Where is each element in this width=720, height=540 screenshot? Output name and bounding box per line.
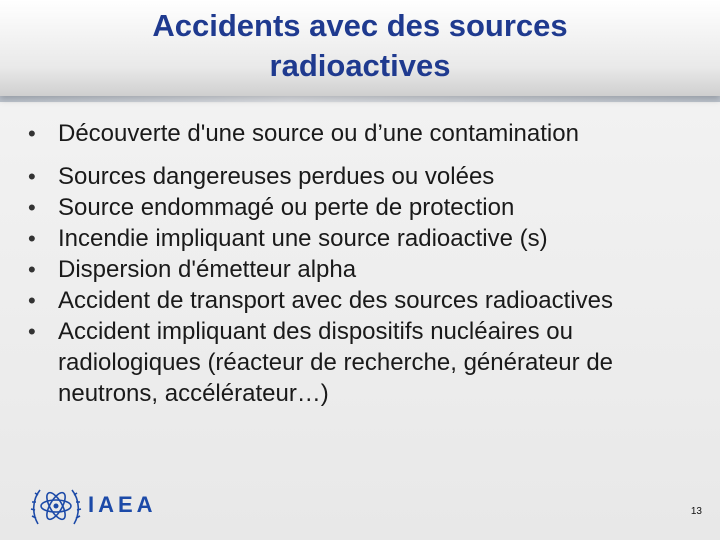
bullet-dot-icon: • <box>28 288 36 313</box>
bullet-dot-icon: • <box>28 195 36 220</box>
bullet-dot-icon: • <box>28 164 36 189</box>
bullet-dot-icon: • <box>28 319 36 344</box>
bullet-item <box>28 316 678 409</box>
iaea-logo <box>30 482 160 532</box>
bullet-dot-icon: • <box>28 121 36 146</box>
bullet-text: Sources dangereuses perdues ou volées <box>58 163 495 190</box>
bullet-item <box>28 254 678 285</box>
bullet-item <box>28 223 678 254</box>
bullet-text: Source endommagé ou perte de protection <box>58 194 515 221</box>
iaea-emblem-icon <box>30 482 82 532</box>
title-bar <box>0 0 720 96</box>
bullet-dot-icon: • <box>28 226 36 251</box>
bullet-item <box>28 285 678 316</box>
bullet-text: Dispersion d'émetteur alpha <box>58 256 357 283</box>
bullet-item <box>28 161 678 192</box>
bullet-text: Accident de transport avec des sources radioactives <box>58 287 613 314</box>
bullet-text: Accident impliquant des dispositifs nucléaires ou radiologiques (réacteur de recherche, générateur de neutrons, accélérateur…) <box>58 318 614 407</box>
iaea-logo-text: IAEA <box>88 492 157 517</box>
bullet-text: Découverte d'une source ou d’une contamination <box>58 120 579 147</box>
slide-title: Accidents avec des sources radioactives <box>152 8 568 83</box>
page-number: 13 <box>690 506 702 517</box>
bullet-item <box>28 192 678 223</box>
bullet-text: Incendie impliquant une source radioactive (s) <box>58 225 548 252</box>
bullet-dot-icon: • <box>28 257 36 282</box>
bullet-item <box>28 118 678 149</box>
bullet-list <box>28 118 678 409</box>
